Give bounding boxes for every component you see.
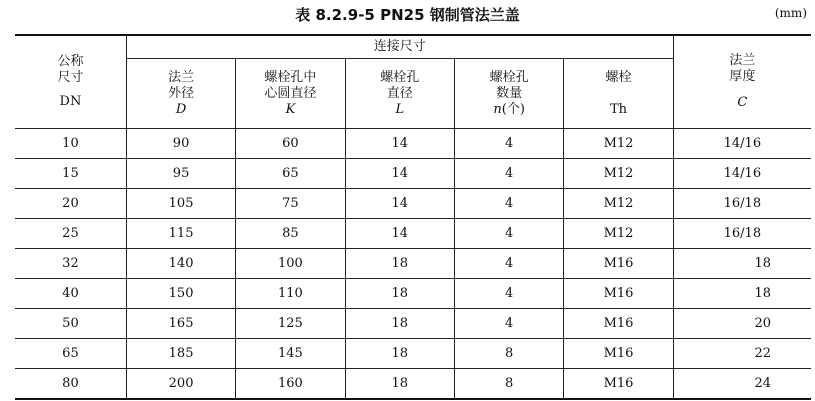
cell-n: 4 (454, 309, 563, 339)
cell-k: 75 (236, 189, 345, 219)
cell-l: 14 (345, 189, 454, 219)
header-n-unit: (个) (501, 101, 525, 117)
cell-th: M12 (564, 129, 673, 159)
header-k-symbol: K (285, 101, 296, 117)
table-row (15, 219, 811, 249)
cell-dn: 80 (15, 369, 126, 400)
header-n (454, 59, 563, 129)
cell-c: 14/16 (673, 159, 811, 189)
flange-cover-table (15, 34, 811, 400)
cell-l: 18 (345, 309, 454, 339)
header-c (673, 35, 811, 129)
cell-th: M16 (564, 339, 673, 369)
header-k-line2: 心圆直径 (264, 85, 317, 101)
cell-n: 4 (454, 249, 563, 279)
cell-dn: 15 (15, 159, 126, 189)
cell-n: 4 (454, 189, 563, 219)
cell-th: M12 (564, 189, 673, 219)
cell-n: 4 (454, 129, 563, 159)
table-row (15, 279, 811, 309)
header-c-line1: 法兰 (729, 53, 756, 68)
header-dn (15, 35, 126, 129)
cell-c: 16/18 (673, 189, 811, 219)
cell-k: 125 (236, 309, 345, 339)
header-k (236, 59, 345, 129)
header-k-line1: 螺栓孔中 (264, 69, 317, 85)
cell-d: 105 (126, 189, 235, 219)
header-dn-line2: 尺寸 (57, 70, 84, 85)
cell-d: 115 (126, 219, 235, 249)
cell-d: 90 (126, 129, 235, 159)
header-dn-symbol: DN (59, 94, 82, 109)
table-row (15, 309, 811, 339)
table-row (15, 339, 811, 369)
cell-n: 8 (454, 339, 563, 369)
table-title: 表 8.2.9-5 PN25 钢制管法兰盖 (295, 6, 520, 24)
cell-d: 150 (126, 279, 235, 309)
cell-l: 14 (345, 219, 454, 249)
table-row (15, 189, 811, 219)
unit-label: (mm) (774, 6, 807, 20)
cell-n: 8 (454, 369, 563, 400)
header-n-line2: 数量 (496, 85, 523, 101)
cell-l: 14 (345, 129, 454, 159)
cell-c: 18 (673, 279, 811, 309)
cell-n: 4 (454, 219, 563, 249)
header-dn-line1: 公称 (57, 54, 84, 69)
cell-k: 100 (236, 249, 345, 279)
cell-c: 24 (673, 369, 811, 400)
header-l-line1: 螺栓孔 (380, 69, 420, 85)
cell-n: 4 (454, 159, 563, 189)
cell-th: M16 (564, 249, 673, 279)
table-row (15, 369, 811, 400)
cell-c: 18 (673, 249, 811, 279)
cell-c: 20 (673, 309, 811, 339)
header-d-line2: 外径 (168, 85, 195, 101)
cell-th: M16 (564, 309, 673, 339)
cell-d: 165 (126, 309, 235, 339)
cell-k: 60 (236, 129, 345, 159)
cell-c: 22 (673, 339, 811, 369)
table-row (15, 159, 811, 189)
header-l-symbol: L (395, 101, 405, 117)
cell-d: 95 (126, 159, 235, 189)
cell-d: 200 (126, 369, 235, 400)
cell-l: 18 (345, 249, 454, 279)
header-d (126, 59, 235, 129)
cell-th: M12 (564, 159, 673, 189)
cell-dn: 32 (15, 249, 126, 279)
cell-l: 18 (345, 279, 454, 309)
cell-l: 18 (345, 339, 454, 369)
cell-l: 14 (345, 159, 454, 189)
cell-l: 18 (345, 369, 454, 400)
header-c-symbol: C (737, 95, 748, 110)
cell-k: 160 (236, 369, 345, 400)
cell-d: 140 (126, 249, 235, 279)
table-caption (0, 4, 815, 26)
header-d-symbol: D (175, 101, 187, 117)
cell-n: 4 (454, 279, 563, 309)
header-l (345, 59, 454, 129)
header-th-line2: Th (610, 101, 628, 117)
cell-c: 14/16 (673, 129, 811, 159)
cell-d: 185 (126, 339, 235, 369)
cell-dn: 50 (15, 309, 126, 339)
cell-k: 65 (236, 159, 345, 189)
cell-th: M16 (564, 369, 673, 400)
cell-c: 16/18 (673, 219, 811, 249)
cell-k: 145 (236, 339, 345, 369)
table-row (15, 249, 811, 279)
cell-dn: 65 (15, 339, 126, 369)
header-connection-group: 连接尺寸 (126, 35, 673, 59)
cell-k: 85 (236, 219, 345, 249)
cell-th: M16 (564, 279, 673, 309)
header-th-line1: 螺栓 (605, 69, 632, 85)
header-n-symbol: n (493, 101, 502, 117)
header-n-line1: 螺栓孔 (489, 69, 529, 85)
header-c-line2: 厚度 (729, 69, 756, 84)
header-th (564, 59, 673, 129)
header-l-line2: 直径 (386, 85, 413, 101)
table-row (15, 129, 811, 159)
cell-k: 110 (236, 279, 345, 309)
header-d-line1: 法兰 (168, 69, 195, 85)
cell-th: M12 (564, 219, 673, 249)
cell-dn: 25 (15, 219, 126, 249)
cell-dn: 10 (15, 129, 126, 159)
cell-dn: 20 (15, 189, 126, 219)
header-n-symbol-line (455, 102, 563, 118)
cell-dn: 40 (15, 279, 126, 309)
